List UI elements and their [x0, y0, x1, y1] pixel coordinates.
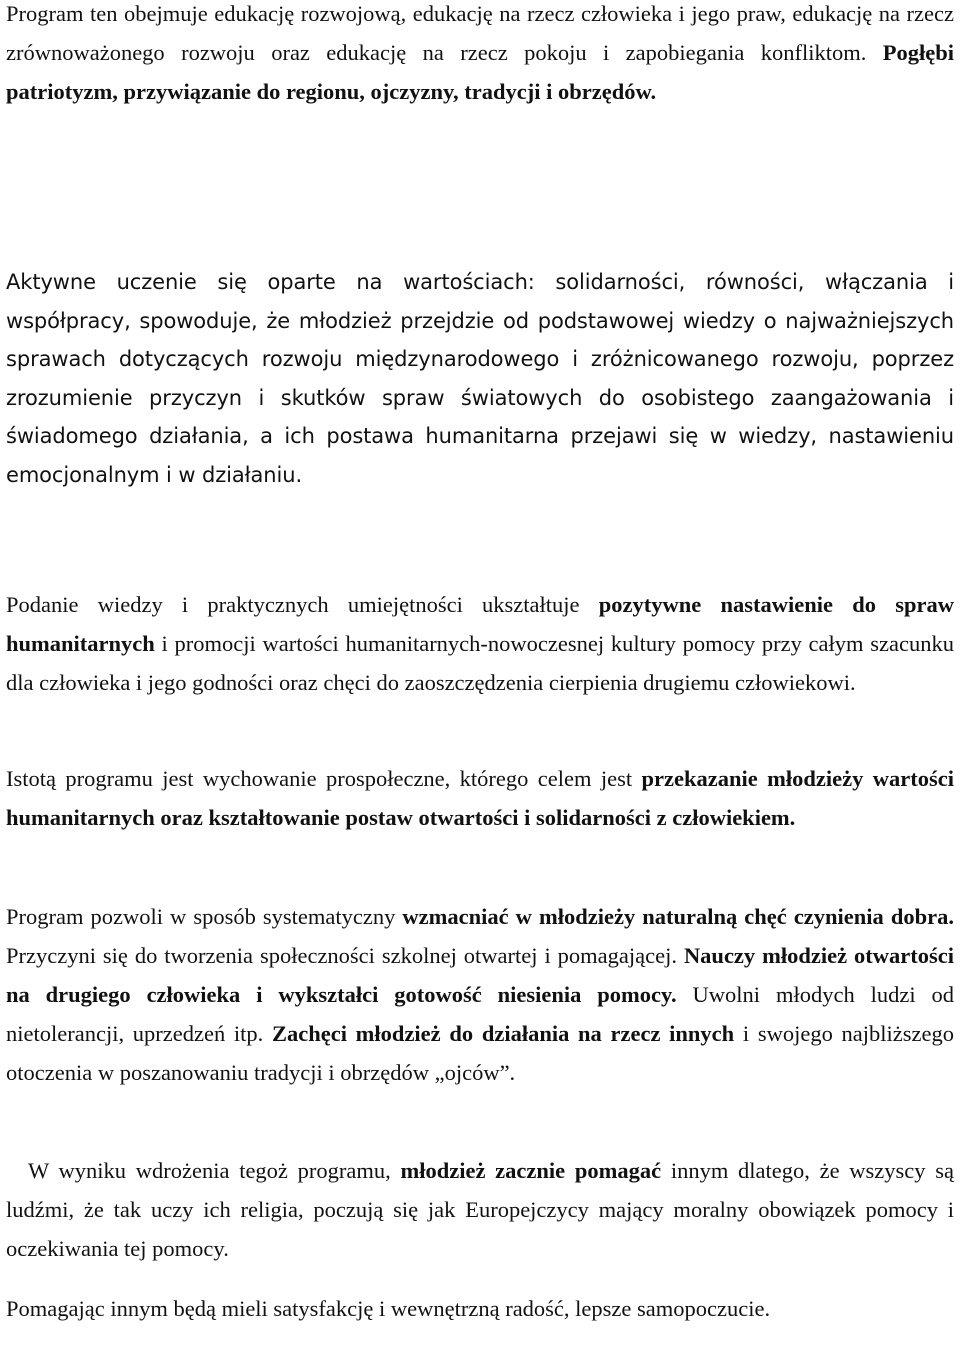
bold-text-segment: przekazanie młodzieży wartości humanitarnych oraz kształtowanie postaw otwartości i solidarności z człowiekiem. — [6, 766, 954, 830]
bold-text-segment: pozytywne nastawienie do spraw humanitarnych — [6, 592, 954, 656]
text-segment: Podanie wiedzy i praktycznych umiejętności ukształtuje — [6, 592, 599, 617]
bold-text-segment: Nauczy młodzież otwartości na drugiego człowieka i wykształci gotowość niesienia pomocy. — [6, 943, 955, 1007]
text-segment: Przyczyni się do tworzenia społeczności szkolnej otwartej i pomagającej. — [6, 943, 684, 968]
bold-text-segment: Zachęci młodzież do działania na rzecz innych — [272, 1021, 735, 1046]
text-segment: W wyniku wdrożenia tegoż programu, — [28, 1158, 401, 1183]
text-segment: Istotą programu jest wychowanie prospołeczne, którego celem jest — [6, 766, 642, 791]
text-segment: Aktywne uczenie się oparte na wartościach: solidarności, równości, włączania i współpracy, spowoduje, że młodzież przejdzie od podstawowej wiedzy o najważniejszych sprawach dotyczących rozwoju międzynarodowego i zróżnicowanego rozwoju, poprzez zrozumienie przyczyn i skutków spraw światowych do osobistego zaangażowania i świadomego działania, a ich postawa humanitarna przejawi się w wiedzy, nastawieniu emocjonalnym i w działaniu. — [6, 270, 954, 487]
text-segment: Pomagając innym będą mieli satysfakcję i wewnętrzną radość, lepsze samopoczucie. — [6, 1296, 771, 1321]
paragraph-knowledge-skills — [6, 585, 954, 702]
bold-text-segment: wzmacniać w młodzieży naturalną chęć czynienia dobra. — [402, 904, 954, 929]
bold-text-segment: Pogłębi patriotyzm, przywiązanie do regionu, ojczyzny, tradycji i obrzędów. — [6, 40, 954, 104]
text-segment: innym dlatego, że wszyscy są ludźmi, że tak uczy ich religia, poczują się jak Europejczycy mający moralny obowiązek pomocy i oczekiwania tej pomocy. — [6, 1158, 955, 1261]
text-segment: i promocji wartości humanitarnych-nowoczesnej kultury pomocy przy całym szacunku dla człowieka i jego godności oraz chęci do zaoszczędzenia cierpienia drugiemu człowiekowi. — [6, 631, 954, 695]
paragraph-outcome — [6, 1151, 954, 1268]
text-segment: Program ten obejmuje edukację rozwojową, edukację na rzecz człowieka i jego praw, edukację na rzecz zrównoważonego rozwoju oraz edukację na rzecz pokoju i zapobiegania konfliktom. — [6, 1, 954, 65]
text-segment: Uwolni młodych ludzi od nietolerancji, uprzedzeń itp. — [6, 982, 954, 1046]
paragraph-program-essence — [6, 759, 954, 837]
text-segment: Program pozwoli w sposób systematyczny — [6, 904, 403, 929]
paragraph-program-goals — [6, 897, 954, 1092]
text-segment: i swojego najbliższego otoczenia w poszanowaniu tradycji i obrzędów „ojców”. — [6, 1021, 954, 1085]
paragraph-satisfaction — [6, 1289, 954, 1328]
bold-text-segment: młodzież zacznie pomagać — [400, 1158, 662, 1183]
paragraph-active-learning — [6, 263, 954, 494]
paragraph-intro — [6, 0, 954, 111]
